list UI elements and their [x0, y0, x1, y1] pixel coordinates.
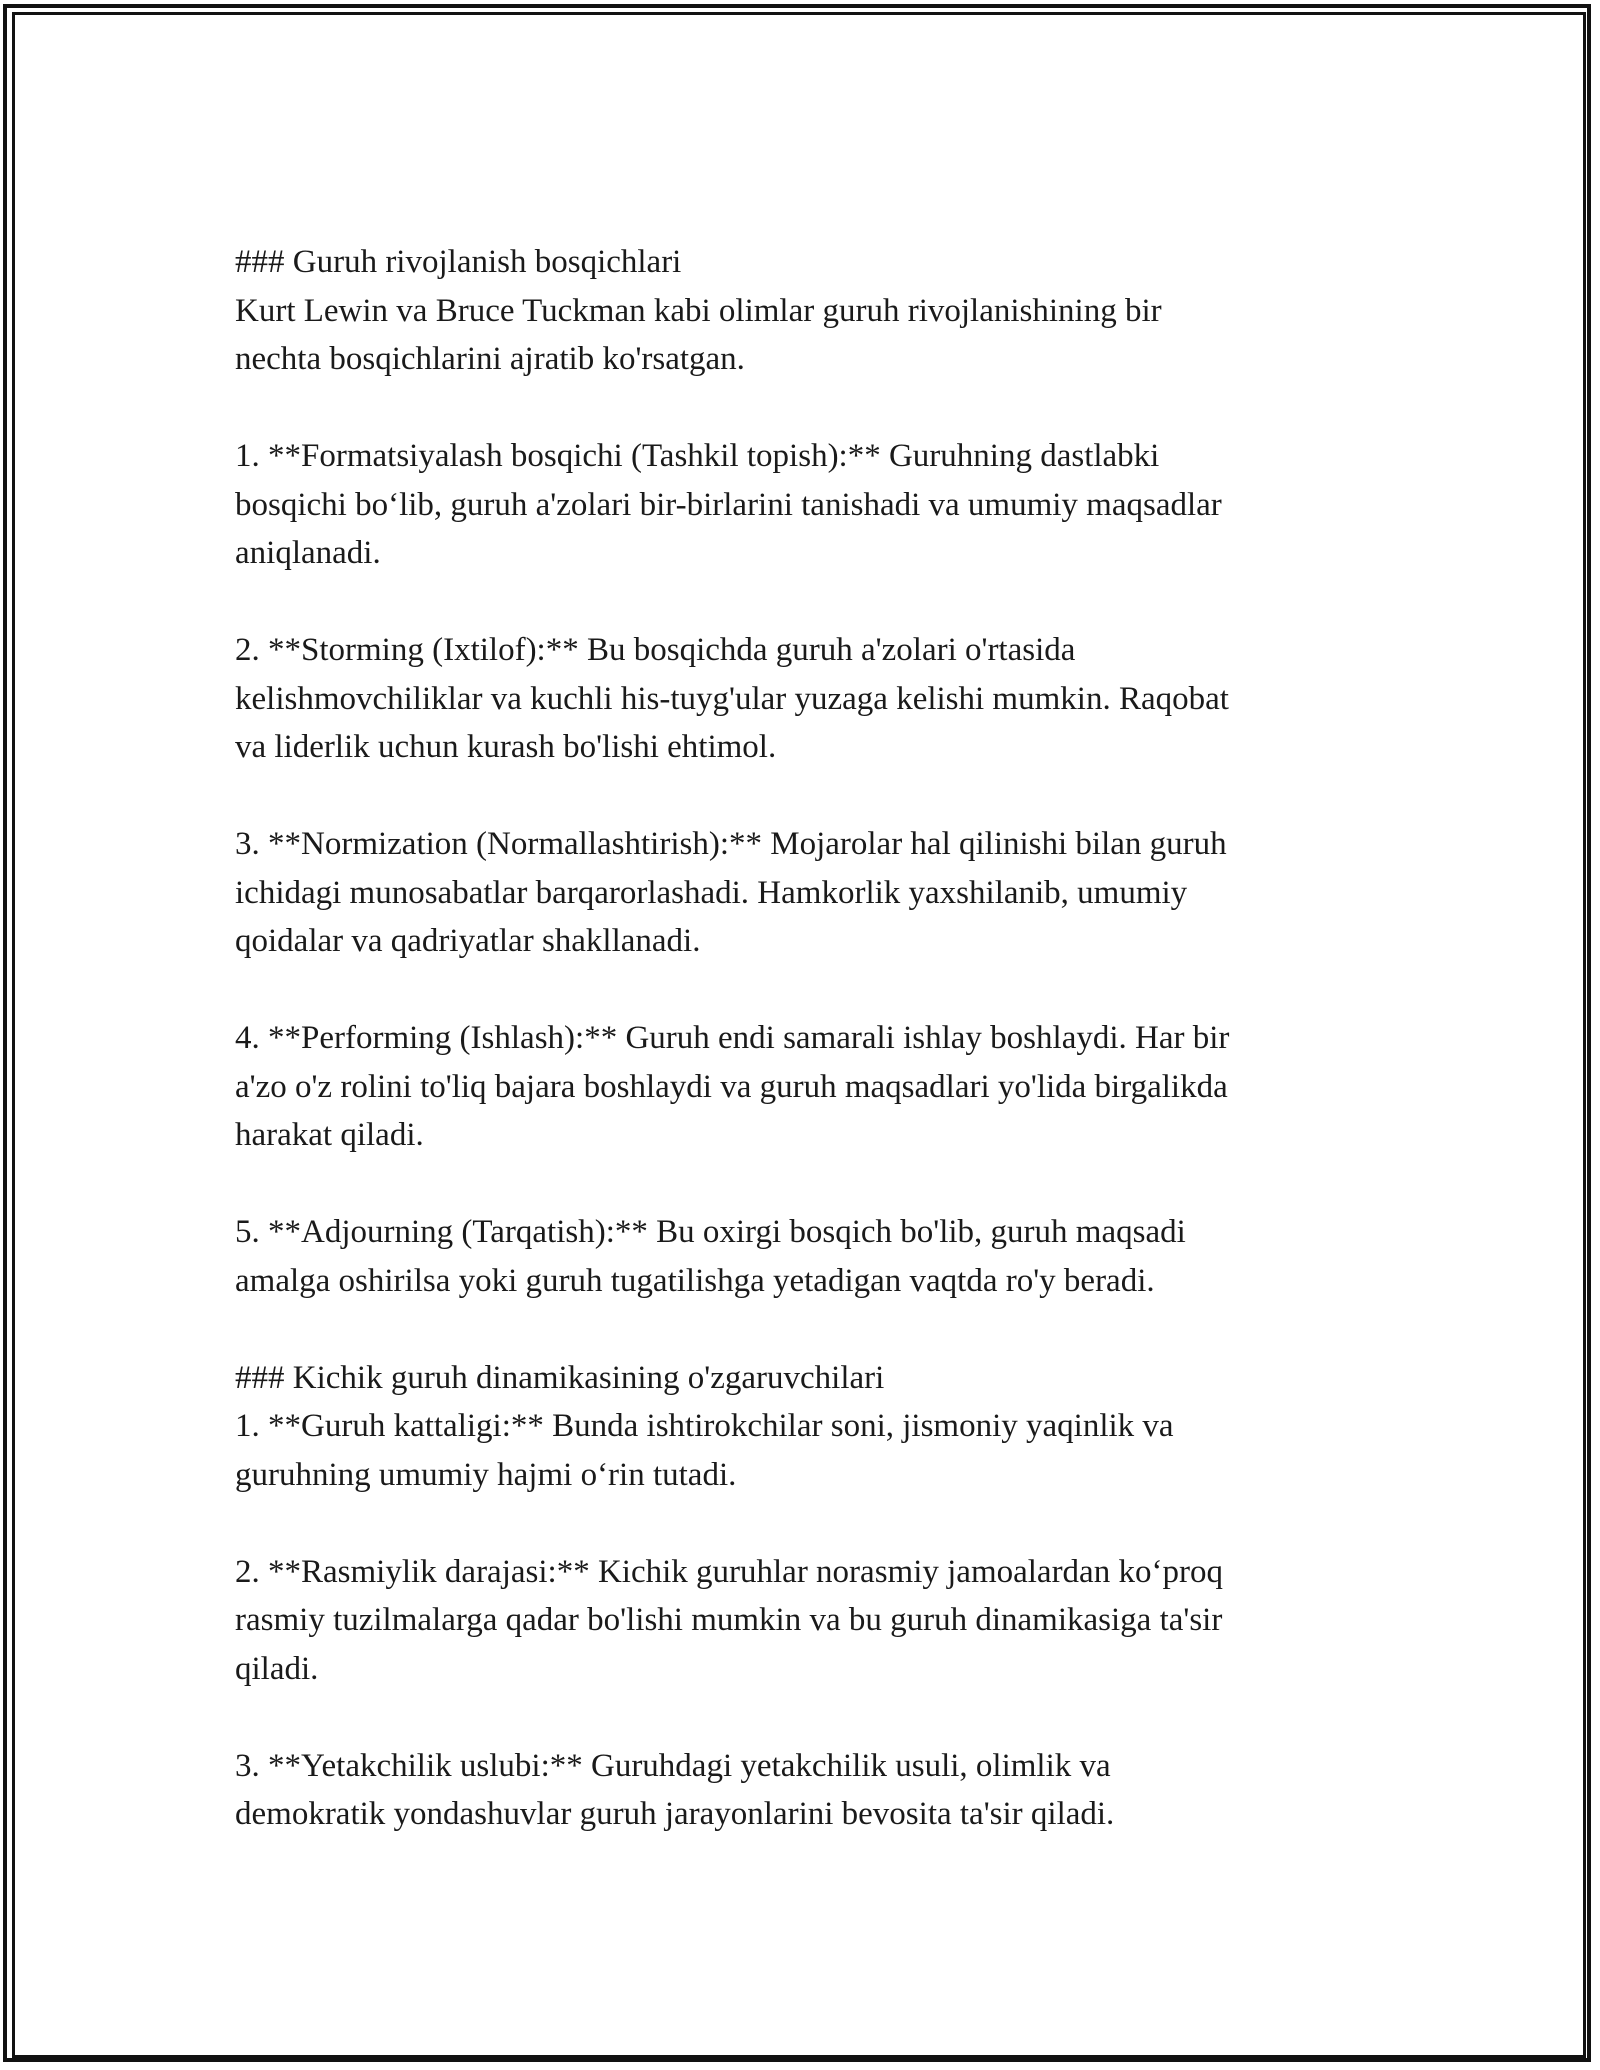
- list-item-line: 1. **Formatsiyalash bosqichi (Tashkil topish):** Guruhning dastlabki: [235, 438, 1160, 474]
- intro-line: Kurt Lewin va Bruce Tuckman kabi olimlar guruh rivojlanishining bir: [235, 292, 1162, 329]
- document-body: [235, 238, 1350, 1839]
- paragraph-gap: [235, 1499, 1350, 1548]
- list-item-line: guruhning umumiy hajmi o‘rin tutadi.: [235, 1456, 737, 1493]
- list-item-line: harakat qiladi.: [235, 1117, 424, 1153]
- list-item-line: 1. **Guruh kattaligi:** Bunda ishtirokchilar soni, jismoniy yaqinlik va: [235, 1408, 1174, 1444]
- list-item-performing: [235, 1014, 1350, 1160]
- list-item-line: demokratik yondashuvlar guruh jarayonlarini bevosita ta'sir qiladi.: [235, 1796, 1115, 1832]
- list-item-rasmiylik-darajasi: [235, 1548, 1350, 1694]
- list-item-yetakchilik-uslubi: [235, 1742, 1350, 1839]
- list-item-line: va liderlik uchun kurash bo'lishi ehtimol.: [235, 729, 777, 765]
- list-item-line: kelishmovchiliklar va kuchli his-tuyg'ular yuzaga kelishi mumkin. Raqobat: [235, 680, 1229, 717]
- list-item-line: amalga oshirilsa yoki guruh tugatilishga yetadigan vaqtda ro'y beradi.: [235, 1262, 1155, 1299]
- paragraph-gap: [235, 1160, 1350, 1209]
- list-item-line: 5. **Adjourning (Tarqatish):** Bu oxirgi bosqich bo'lib, guruh maqsadi: [235, 1214, 1186, 1250]
- section-heading: ### Kichik guruh dinamikasining o'zgaruvchilari: [235, 1359, 885, 1396]
- section-heading: ### Guruh rivojlanish bosqichlari: [235, 244, 682, 280]
- list-item-line: a'zo o'z rolini to'liq bajara boshlaydi va guruh maqsadlari yo'lida birgalikda: [235, 1068, 1228, 1105]
- list-item-line: aniqlanadi.: [235, 535, 381, 571]
- paragraph-gap: [235, 772, 1350, 821]
- list-item-line: 3. **Normization (Normallashtirish):** Mojarolar hal qilinishi bilan guruh: [235, 826, 1227, 862]
- list-item-line: 2. **Storming (Ixtilof):** Bu bosqichda guruh a'zolari o'rtasida: [235, 632, 1076, 668]
- list-item-storming: [235, 626, 1350, 772]
- list-item-line: ichidagi munosabatlar barqarorlashadi. Hamkorlik yaxshilanib, umumiy: [235, 874, 1188, 911]
- paragraph-gap: [235, 966, 1350, 1015]
- paragraph-gap: [235, 1305, 1350, 1354]
- list-item-line: qoidalar va qadriyatlar shakllanadi.: [235, 923, 701, 959]
- paragraph-gap: [235, 578, 1350, 627]
- list-item-line: 2. **Rasmiylik darajasi:** Kichik guruhlar norasmiy jamoalardan ko‘proq: [235, 1553, 1223, 1590]
- list-item-formatsiyalash: [235, 432, 1350, 578]
- list-item-line: 3. **Yetakchilik uslubi:** Guruhdagi yetakchilik usuli, olimlik va: [235, 1747, 1111, 1784]
- list-item-normization: [235, 820, 1350, 966]
- list-item-guruh-kattaligi: [235, 1402, 1350, 1499]
- paragraph-gap: [235, 1693, 1350, 1742]
- list-item-adjourning: [235, 1208, 1350, 1305]
- paragraph-gap: [235, 384, 1350, 433]
- list-item-line: bosqichi bo‘lib, guruh a'zolari bir-birlarini tanishadi va umumiy maqsadlar: [235, 486, 1222, 523]
- list-item-line: rasmiy tuzilmalarga qadar bo'lishi mumkin va bu guruh dinamikasiga ta'sir: [235, 1602, 1223, 1638]
- list-item-line: qiladi.: [235, 1650, 319, 1687]
- list-item-line: 4. **Performing (Ishlash):** Guruh endi samarali ishlay boshlaydi. Har bir: [235, 1020, 1230, 1056]
- intro-line: nechta bosqichlarini ajratib ko'rsatgan.: [235, 341, 745, 377]
